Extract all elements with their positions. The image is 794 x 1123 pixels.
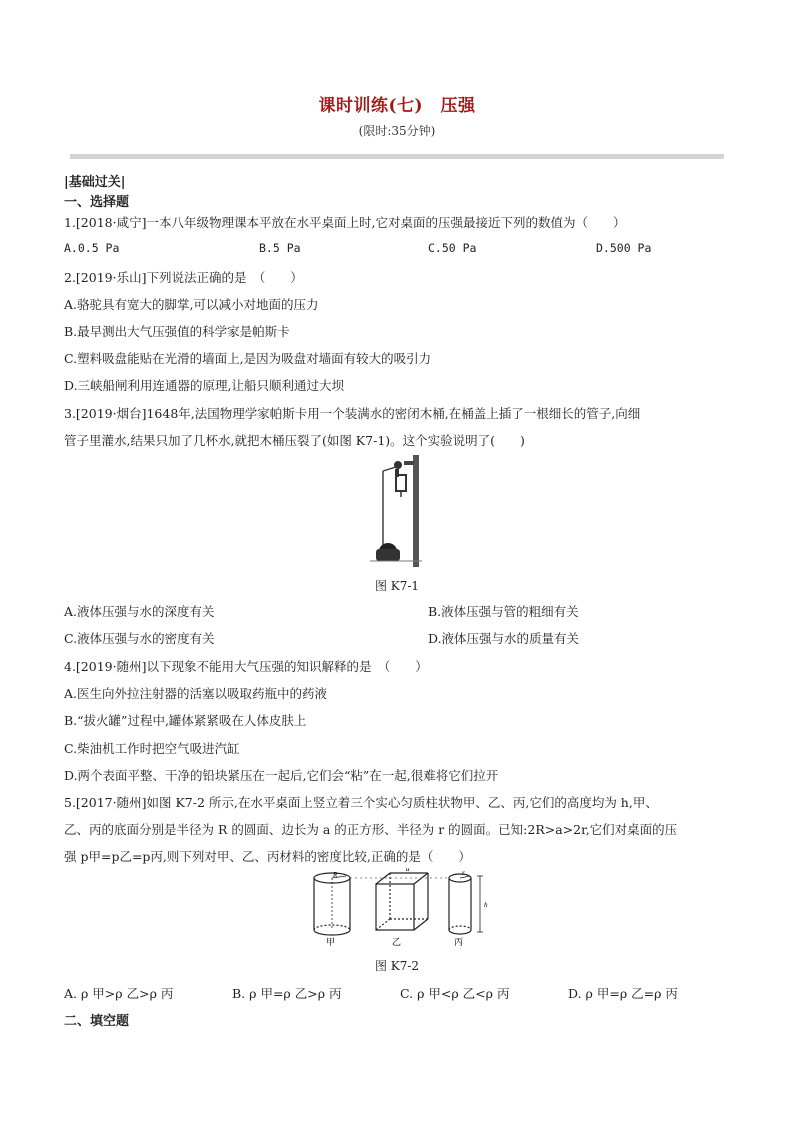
figure-k7-2-caption: 图 K7-2: [374, 959, 420, 973]
divider: [70, 154, 724, 159]
q5-stem-line1: 5.[2017·随州]如图 K7-2 所示,在水平桌面上竖立着三个实心匀质柱状物甲、乙、丙,它们的高度均为 h,甲、: [64, 795, 658, 810]
q5-stem-line2: 乙、丙的底面分别是半径为 R 的圆面、边长为 a 的正方形、半径为 r 的圆面。已知:2R>a>2r,它们对桌面的压: [64, 822, 678, 837]
label-jia: 甲: [326, 938, 336, 948]
dim-label-r: r: [462, 869, 465, 877]
q2-stem: 2.[2019·乐山]下列说法正确的是 （ ）: [64, 270, 303, 285]
q3-option-b: B.液体压强与管的粗细有关: [428, 604, 579, 619]
q3-option-d: D.液体压强与水的质量有关: [428, 631, 580, 646]
q4-option-a: A.医生向外拉注射器的活塞以吸取药瓶中的药液: [64, 686, 328, 701]
label-yi: 乙: [392, 938, 402, 948]
q3-stem-line1: 3.[2019·烟台]1648年,法国物理学家帕斯卡用一个装满水的密闭木桶,在桶盖上插了一根细长的管子,向细: [64, 406, 641, 421]
figure-k7-1-caption: 图 K7-1: [374, 579, 420, 593]
q5-option-a: A. ρ 甲>ρ 乙>ρ 丙: [64, 986, 174, 1001]
section-basic: |基础过关|: [64, 175, 126, 190]
q2-option-d: D.三峡船闸利用连通器的原理,让船只顺利通过大坝: [64, 378, 345, 393]
label-bing: 丙: [454, 938, 464, 948]
dim-label-R: R: [333, 871, 338, 879]
page-title: 课时训练(七) 压强: [318, 96, 476, 116]
q1-option-d: D.500 Pa: [596, 241, 652, 255]
figure-k7-2-three-solids: [306, 868, 490, 948]
cylinder-bing: [449, 874, 471, 934]
q1-option-a: A.0.5 Pa: [64, 241, 120, 255]
q4-option-b: B.“拔火罐”过程中,罐体紧紧吸在人体皮肤上: [64, 713, 307, 728]
q2-option-b: B.最早测出大气压强值的科学家是帕斯卡: [64, 324, 290, 339]
q3-option-a: A.液体压强与水的深度有关: [64, 604, 215, 619]
q5-option-c: C. ρ 甲<ρ 乙<ρ 丙: [400, 986, 510, 1001]
q3-stem-line2: 管子里灌水,结果只加了几杯水,就把木桶压裂了(如图 K7-1)。这个实验说明了( ): [64, 433, 525, 448]
q5-option-d: D. ρ 甲=ρ 乙=ρ 丙: [568, 986, 678, 1001]
figure-k7-1-barrel-experiment: [370, 455, 425, 567]
q3-option-c: C.液体压强与水的密度有关: [64, 631, 215, 646]
q1-stem: 1.[2018·咸宁]一本八年级物理课本平放在水平桌面上时,它对桌面的压强最接近下列的数值为（ ）: [64, 215, 626, 230]
q1-option-b: B.5 Pa: [259, 241, 301, 255]
cylinder-jia: [314, 873, 350, 935]
q4-option-c: C.柴油机工作时把空气吸进汽缸: [64, 741, 240, 756]
q2-option-a: A.骆驼具有宽大的脚掌,可以减小对地面的压力: [64, 297, 319, 312]
time-limit: (限时:35分钟): [358, 124, 436, 138]
q1-option-c: C.50 Pa: [428, 241, 477, 255]
dim-label-a: a: [406, 868, 410, 873]
q4-stem: 4.[2019·随州]以下现象不能用大气压强的知识解释的是 （ ）: [64, 659, 428, 674]
q4-option-d: D.两个表面平整、干净的铅块紧压在一起后,它们会“粘”在一起,很难将它们拉开: [64, 768, 499, 783]
part-choice-heading: 一、选择题: [64, 195, 130, 210]
q5-stem-line3: 强 p甲=p乙=p丙,则下列对甲、乙、丙材料的密度比较,正确的是（ ）: [64, 849, 471, 864]
dim-label-h: h: [484, 901, 488, 909]
q5-option-b: B. ρ 甲=ρ 乙>ρ 丙: [232, 986, 342, 1001]
q2-option-c: C.塑料吸盘能贴在光滑的墙面上,是因为吸盘对墙面有较大的吸引力: [64, 351, 432, 366]
part-fill-heading: 二、填空题: [64, 1014, 130, 1029]
prism-yi: [376, 873, 428, 930]
